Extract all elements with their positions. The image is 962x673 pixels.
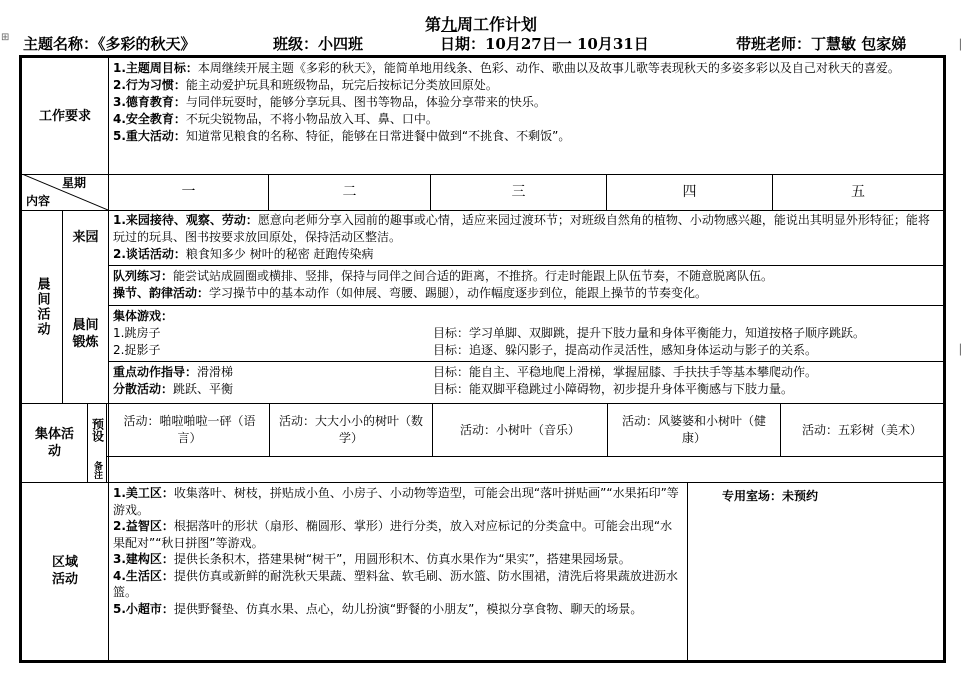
arrival-content xyxy=(109,210,943,265)
collective-games xyxy=(109,306,943,361)
requirements-content xyxy=(109,58,943,174)
title-suffix: 周工作计划 xyxy=(457,15,538,34)
games-heading: 集体游戏： xyxy=(113,309,174,323)
exercise-drills xyxy=(109,266,943,305)
game-row xyxy=(113,342,939,359)
theme-name: 主题名称：《多彩的秋天》 xyxy=(23,35,196,53)
scroll-handle-icon[interactable]: ▕ xyxy=(953,345,961,356)
requirement-item: 3.德育教育：与同伴玩耍时，能够分享玩具、图书等物品，体验分享带来的快乐。 xyxy=(113,95,546,109)
page-title xyxy=(0,12,962,35)
morning-label: 晨间活动 xyxy=(34,276,50,337)
area-label: 区域活动 xyxy=(51,555,78,587)
exercise-label: 晨间锻炼 xyxy=(72,318,99,350)
drill-item: 操节、韵律活动：学习操节中的基本动作（如伸展、弯腰、踢腿），动作幅度逐步到位，能跟上操节的节奏变化。 xyxy=(113,286,708,300)
activity-friday: 活动：五彩树（美术） xyxy=(801,422,922,437)
day-thursday: 四 xyxy=(682,183,697,200)
day-monday: 一 xyxy=(181,183,196,200)
arrival-item: 1.来园接待、观察、劳动：愿意向老师分享入园前的趣事或心情，适应来园过渡环节；对班级自然角的植物、小动物感兴趣，能说出其明显外形特征；能将玩过的玩具、图书按要求放回原处，保持活动区整洁。 xyxy=(113,213,930,244)
plan-label: 预设 xyxy=(90,417,105,442)
teachers: 带班老师：丁慧敏 包家娣 xyxy=(736,35,907,53)
game-name: 1.跳房子 xyxy=(113,326,161,340)
day-wednesday: 三 xyxy=(511,183,526,200)
special-room: 专用室场：未预约 xyxy=(722,489,819,503)
scatter-row: 分散活动：跳跃、平衡 目标：能双脚平稳跳过小障碍物，初步提升身体平衡感与下肢力量。 xyxy=(113,382,794,396)
week-number: 九 xyxy=(440,15,457,34)
class-name: 班级：小四班 xyxy=(273,35,364,53)
area-item: 1.美工区：收集落叶、树枝，拼贴成小鱼、小房子、小动物等造型，可能会出现“落叶拼贴画”“水果拓印”等游戏。 xyxy=(113,486,679,517)
key-actions xyxy=(109,362,943,403)
key-action-row: 重点动作指导：滑滑梯 目标：能自主、平稳地爬上滑梯，掌握屈膝、手扶扶手等基本攀爬动作。 xyxy=(113,365,818,379)
area-item: 4.生活区：提供仿真或新鲜的耐洗秋天果蔬、塑料盆、软毛刷、沥水篮、防水围裙，清洗后将果蔬放进沥水篮。 xyxy=(113,568,678,599)
area-item: 5.小超市：提供野餐垫、仿真水果、点心，幼儿扮演“野餐的小朋友”，模拟分享食物、聊天的场景。 xyxy=(113,601,643,616)
requirement-item: 5.重大活动：知道常见粮食的名称、特征，能够在日常进餐中做到“不挑食、不剩饭”。 xyxy=(113,129,571,143)
note-label: 备注 xyxy=(92,460,102,479)
scroll-handle-icon[interactable]: ▕ xyxy=(953,40,961,51)
drag-handle-icon[interactable]: ⊞ xyxy=(1,32,10,43)
day-tuesday: 二 xyxy=(342,183,357,200)
requirement-item: 4.安全教育：不玩尖锐物品，不将小物品放入耳、鼻、口中。 xyxy=(113,112,438,126)
day-friday: 五 xyxy=(851,183,865,200)
area-item: 3.建构区：提供长条积木，搭建果树“树干”，用圆形积木、仿真水果作为“果实”，搭建果园场景。 xyxy=(113,552,631,566)
requirement-item: 2.行为习惯：能主动爱护玩具和班级物品，玩完后按标记分类放回原处。 xyxy=(113,78,498,92)
requirements-label: 工作要求 xyxy=(38,108,91,124)
requirement-item: 1.主题周目标：本周继续开展主题《多彩的秋天》，能简单地用线条、色彩、动作、歌曲以及故事儿歌等表现秋天的多姿多彩以及自己对秋天的喜爱。 xyxy=(113,61,900,75)
group-label: 集体活动 xyxy=(34,426,74,459)
game-goal: 目标：学习单脚、双脚跳，提升下肢力量和身体平衡能力，知道按格子顺序跳跃。 xyxy=(433,326,866,340)
arrival-label: 来园 xyxy=(72,230,99,245)
game-row xyxy=(113,325,939,342)
activity-tuesday: 活动：大大小小的树叶（数学） xyxy=(278,414,423,445)
activity-wednesday: 活动：小树叶（音乐） xyxy=(459,422,580,437)
activity-thursday: 活动：风婆婆和小树叶（健康） xyxy=(621,414,766,445)
title-prefix: 第 xyxy=(424,15,441,34)
area-item: 2.益智区：根据落叶的形状（扇形、椭圆形、掌形）进行分类，放入对应标记的分类盒中。可能会出现“水果配对”“秋日拼图”等游戏。 xyxy=(113,519,673,550)
game-goal: 目标：追逐、躲闪影子，提高动作灵活性，感知身体运动与影子的关系。 xyxy=(433,343,818,357)
area-content xyxy=(109,483,687,660)
drill-item: 队列练习：能尝试站成圆圈或横排、竖排，保持与同伴之间合适的距离，不推挤。行走时能跟上队伍节奏，不随意脱离队伍。 xyxy=(113,269,774,283)
date-range: 日期：10月27日一 10月31日 xyxy=(440,35,649,53)
game-name: 2.捉影子 xyxy=(113,343,161,357)
arrival-item: 2.谈话活动：粮食知多少 树叶的秘密 赶跑传染病 xyxy=(113,247,374,261)
plan-table xyxy=(19,55,946,663)
content-label: 内容 xyxy=(26,194,51,208)
week-label: 星期 xyxy=(62,176,87,190)
activity-monday: 活动：啪啦啪啦一砰（语言） xyxy=(123,414,256,445)
